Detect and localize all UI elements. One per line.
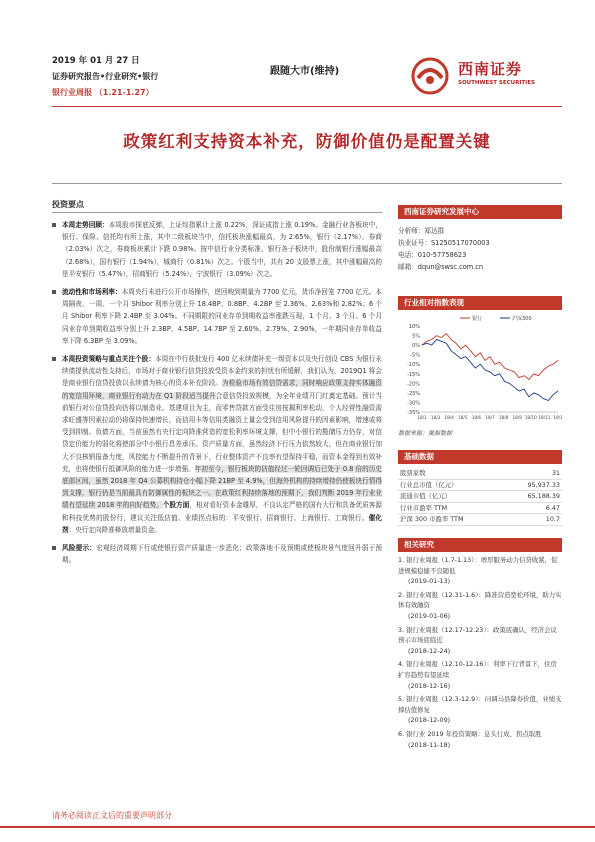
y-tick-label: 0% [412,343,420,350]
x-tick-label: 18/5 [458,415,468,420]
analyst-box [398,205,562,273]
header-divider [52,106,562,107]
y-tick-label: -35% [407,410,420,416]
x-tick-label: 19/1 [553,415,562,420]
analyst-name-row: 分析师：郑达群 [398,227,445,235]
chart-source: 数据来源：聚源数据 [398,430,453,437]
y-tick-label: 10% [408,324,420,330]
logo-text: 西南证券 [458,60,523,78]
rating: 跟随大市(维持) [270,66,340,77]
logo-subtext: SOUTHWEST SECURITIES [458,80,535,86]
list-item[interactable]: 2. 银行业周报（12.31-1.6）：降准营造宽松环境，助力实体有效融资 (2019-01-06) [398,590,562,620]
paragraph-liquidity: 流动性和市场利率：本周央行未进行公开市场操作，逆回购到期量为 7700 亿元，货币净回笼 7700 亿元。本周隔夜、一周、一个月 Shibor 利率分别上升 18.4BP、0.8BP、4.2BP 至 2.36%、2.63%和 2.82%；6 个月 Shibor 利率下降 2.4BP 至 3.04%。不同期限的同业存单到期收益率涨跌互现，1 个月、3 个月、6 个月同业存单到期收益率分别上升 2.3BP、4.5BP、14.7BP 至 2.60%、2.79%、2.90%，一年期同业存单收益率下降 6.3BP 至 3.09%。 [52,286,382,347]
phone-row: 电话：010-57758623 [398,251,467,259]
index-performance-chart [398,312,562,424]
legend-label-1: 沪深300 [512,316,532,322]
x-tick-label: 18/8 [498,415,509,420]
list-item[interactable]: 3. 银行业周报（12.17-12.23）：政策底确认，经济会议预示市场底临近 (2018-12-24) [398,625,557,655]
list-item[interactable]: 6. 银行业 2019 年投资策略：息头行成、拐点取胜 (2018-11-18) [398,729,542,749]
x-tick-label: 18/3 [430,415,441,420]
series-line-1 [422,339,558,400]
logo-emblem-icon [408,56,452,96]
y-tick-label: -15% [407,371,420,378]
x-tick-label: 18/6 [471,415,482,420]
table-row: 沪深 300 市盈率 TTM 10.7 [400,515,560,523]
table-row: 行业总市值（亿元） 95,937.33 [400,480,560,489]
basic-data-table [398,468,562,526]
email-row[interactable]: 邮箱：dqun@swsc.com.cn [398,263,484,271]
x-tick-label: 18/10 [524,415,537,420]
x-tick-label: 18/11 [538,415,551,420]
title-divider [52,183,562,184]
chart-box [398,296,562,440]
x-tick-label: 18/9 [512,415,522,420]
table-row: 流通市值（亿元） 65,188.39 [400,492,560,500]
related-bar: 相关研究 [398,538,562,552]
x-tick-label: 18/4 [444,415,454,420]
x-tick-label: 18/7 [485,415,495,420]
y-tick-label: -5% [410,352,420,359]
section-label: 投资要点 [52,200,84,209]
analyst-bar: 西南证券研究发展中心 [398,205,562,219]
legend-label-0: 银行 [472,316,483,322]
section-divider [52,212,382,213]
paragraph-risk: 风险提示：宏观经济周期下行或使银行资产质量进一步恶化；政策落地不及预期或使板块景气度回升弱于预期。 [52,542,382,566]
related-research-box [398,538,562,750]
list-item[interactable]: 1. 银行业周报（1.7-1.13）：增厚服务动力信贷收紧，促进规模稳健不良随低 (2019-01-13) [398,556,558,586]
weekly-label: 银行业周报 （1.21-1.27） [52,88,154,97]
cert-row: 执业证号：S1250517070003 [398,239,490,247]
footer-divider [0,826,595,828]
report-date: 2019 年 01 月 27 日 [52,56,140,66]
list-item[interactable]: 5. 银行业周报（12.3-12.9）：问调马县降券价值，业绩支撑估值修复 (2018-12-09) [398,695,562,725]
basic-data-box [398,450,562,526]
basic-data-bar: 基础数据 [398,450,562,464]
y-tick-label: 5% [412,333,420,340]
y-tick-label: -30% [407,400,420,407]
paragraph-strategy: 本周投资策略与重点关注个股：本周在中行获批发行 400 亿永续债补充一级资本以及央行创设 CBS 为银行永续债提供流动性支持后，市场对于商业银行信贷投放受资本金约束的担忧有所缓解，我们认为，2019Q1 将会是商业银行信贷投放以永续债为核心的资本补充阶段。为检验市场有效信贷需求，同时响应政策支持实体融资的宽信用环境，商业银行有动力在 Q1 阶段适当提升合意信贷投放规模，为全年业绩开门红奠定基础。预计当前银行对公信贷投向仍将以制造业、基建项目为主，而零售贷款方面受住房按揭利率松动，个人经营性融资需求旺盛等因素拉动仍将保持快速增长，而信用卡等信用类融资上量会受到信用风险提升的因素影响，增速或将受到抑制。负债方面，当前虽然有央行定向降准营造的宽松利率环境支撑，但中小银行的揽储压力仍存，对信贷定价能力的弱化将使部分中小银行息差承压。资产质量方面，虽然经济下行压力依然较大，但在商业银行加大不良核销报备力度，风控能力不断提升的背景下，行业整体资产不良率有望保持平稳，而资本金得到有效补充，也将使银行抵御风险的能力进一步增强。年初至今，银行板块的估值经过一轮回调后已处于 0.8 倍的历史底部区间，虽然 2018 年 Q4 公募机构持仓小幅下降 21BP 至 4.9%，但海外机构的持续增持仍使板块行情得到支撑，银行仍是当前最具有防御属性的板块之一。在政策红利持续落地的预期下，我们判断 2019 年行业业绩有望延续 2018 年的向好趋势。个股方面，相对看好资本金雄厚，不良认定严格的国有大行和具备优质客源和科技优势的股份行，建议关注低估值、业绩拐点标的：平安银行、招商银行、上海银行、工商银行。催化剂：央行定向降准释放增量资金。 [52,353,382,536]
series-line-0 [422,334,558,380]
page-title: 政策红利支持资本补充，防御价值仍是配置关键 [123,132,491,151]
table-row: 股票家数 31 [400,469,560,477]
y-tick-label: -10% [407,362,420,369]
table-row: 行业市盈率 TTM 6.47 [400,503,560,512]
list-item[interactable]: 4. 银行业周报（12.10-12.16）：利率下行背景下，住房扩容趋势有望延续 (2018-12-16) [398,660,557,690]
report-type: 证券研究报告•行业研究•银行 [52,72,159,81]
y-tick-label: -20% [407,381,420,388]
y-tick-label: -25% [407,390,420,397]
paragraph-weekly-review: 本周走势回顾：本周股市探底反弹，上证综指累计上涨 0.22%，深证成指上涨 0.19%。金融行业各板块中，银行、保险、信托均有所上涨，其中二级板块当中，信托板块涨幅最高，为 2.65%，银行（2.17%）、券商（2.03%）次之，券商板块累计下跌 0.98%。按中信行业分类标准，银行各子板块中，股份制银行涨幅最高（2.68%），国有银行（1.94%），城商行（0.81%）次之。个股当中，共有 20 支股票上涨，其中涨幅最高的是平安银行（5.47%），招商银行（5.24%），宁波银行（3.09%）次之。 [52,219,382,280]
chart-bar: 行业相对指数表现 [398,296,562,310]
main-body [52,219,382,572]
x-tick-label: 18/1 [417,415,427,420]
footer-disclaimer: 请务必阅读正文后的重要声明部分 [52,811,172,820]
